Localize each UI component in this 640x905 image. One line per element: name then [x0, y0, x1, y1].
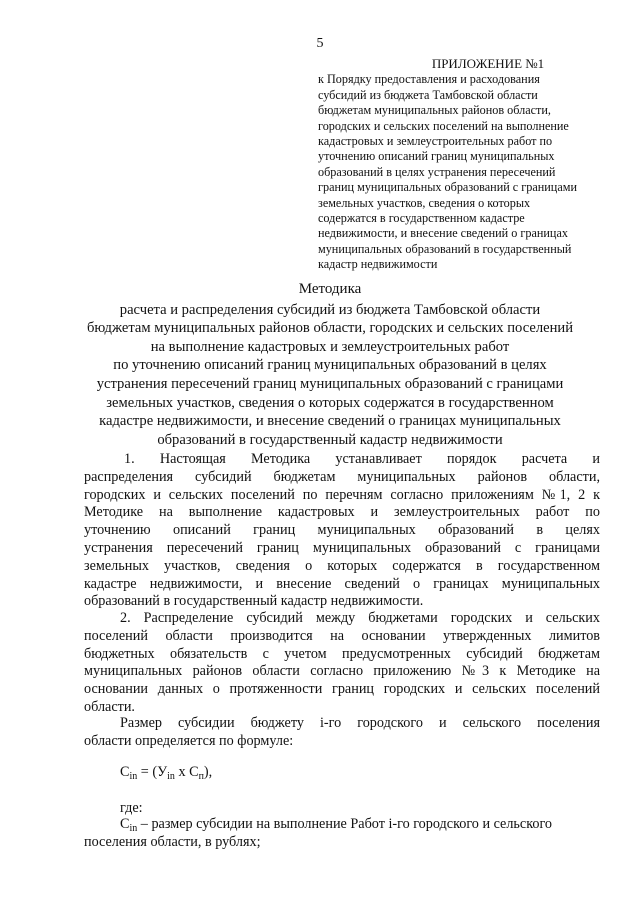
- paragraph-last-line: образований в государственный кадастр недвижимости.: [84, 593, 424, 610]
- paragraph-line: бюджетных обязательств с учетом предусмотренных субсидий бюджетам: [84, 645, 600, 662]
- paragraph-3: [84, 715, 600, 751]
- definition-line: поселения области, в рублях;: [84, 833, 261, 850]
- paragraph-line: Методике на выполнение кадастровых и землеустроительных работ по: [84, 504, 600, 521]
- definition-text: – размер субсидии на выполнение Работ i-го городского и сельского: [137, 816, 553, 832]
- appendix-line: кадастр недвижимости: [318, 257, 438, 272]
- title-line: устранения пересечений границ муниципальных образований с границами: [96, 375, 564, 392]
- appendix-line: муниципальных образований в государственный: [318, 241, 572, 256]
- appendix-line: образований в целях устранения пересечений: [318, 164, 556, 179]
- paragraph-line: уточнению описаний границ муниципальных образований в целях: [84, 522, 600, 539]
- paragraph-1: [84, 451, 600, 611]
- title-line: кадастре недвижимости, и внесение сведений о границах муниципальных: [99, 413, 561, 430]
- title-line: на выполнение кадастровых и землеустроительных работ: [150, 338, 510, 355]
- appendix-line: кадастровых и землеустроительных работ по: [318, 134, 553, 149]
- appendix-title: ПРИЛОЖЕНИЕ №1: [431, 56, 545, 71]
- formula-mid: = (У: [137, 764, 168, 780]
- appendix-line: уточнению описаний границ муниципальных: [318, 149, 555, 164]
- formula-c: C: [120, 764, 130, 780]
- paragraph-line: 2. Распределение субсидий между бюджетами городских и сельских: [120, 610, 600, 626]
- appendix-line: недвижимости, и внесение сведений о границах: [318, 226, 568, 241]
- paragraph-line: 1. Настоящая Методика устанавливает порядок расчета и: [124, 451, 600, 467]
- appendix-line: к Порядку предоставления и расходования: [318, 72, 540, 87]
- definition-c-subscript: in: [129, 823, 138, 834]
- formula-cp-subscript: п: [198, 771, 204, 782]
- definition-c: C: [120, 816, 130, 832]
- paragraph-line: Размер субсидии бюджету i-го городского и сельского поселения: [120, 715, 600, 731]
- title-line: бюджетам муниципальных районов области, городских и сельских поселений: [86, 320, 574, 337]
- appendix-line: содержатся в государственном кадастре: [318, 211, 525, 226]
- appendix-line: городских и сельских поселений на выполнение: [318, 118, 569, 133]
- paragraph-line: муниципальных районов области согласно приложению №3 к Методике на: [84, 663, 600, 680]
- paragraph-line: поселений области производится на основании утвержденных лимитов: [84, 627, 600, 644]
- formula: [120, 764, 420, 782]
- title-line: земельных участков, сведения о которых содержатся в государственном: [106, 394, 554, 411]
- where-label: где:: [120, 800, 143, 816]
- appendix-line: субсидий из бюджета Тамбовской области: [318, 87, 538, 102]
- formula-c-subscript: in: [129, 771, 138, 782]
- paragraph-line: кадастре недвижимости, и внесение сведений о границах муниципальных: [84, 575, 600, 592]
- page-number: 5: [316, 36, 324, 51]
- paragraph-line: распределения субсидий бюджетам муниципальных районов области,: [84, 468, 600, 485]
- title-line: по уточнению описаний границ муниципальных образований в целях: [113, 357, 547, 374]
- definition: [84, 816, 600, 852]
- title-line: образований в государственный кадастр недвижимости: [157, 431, 503, 448]
- title-line: расчета и распределения субсидий из бюджета Тамбовской области: [119, 301, 541, 318]
- paragraph-line: области определяется по формуле:: [84, 732, 294, 749]
- paragraph-line: устранения пересечений границ муниципальных образований с границами: [84, 539, 600, 556]
- paragraph-line: земельных участков, сведения о которых содержатся в государственном: [84, 557, 600, 574]
- paragraph-last-line: области.: [84, 698, 135, 715]
- appendix-line: границ муниципальных образований с границами: [318, 180, 577, 195]
- paragraph-line: городских и сельских поселений по перечням согласно приложениям №1, 2 к: [84, 486, 600, 503]
- appendix-line: бюджетам муниципальных районов области,: [318, 103, 551, 118]
- appendix-header: [318, 56, 618, 273]
- formula-u-subscript: in: [167, 771, 175, 782]
- document-title: [60, 280, 600, 449]
- appendix-line: земельных участков, сведения о которых: [318, 195, 531, 210]
- paragraph-2: [84, 610, 600, 717]
- formula-x: x C: [174, 764, 199, 780]
- title-heading: Методика: [298, 281, 362, 297]
- formula-end: ),: [203, 764, 213, 780]
- paragraph-line: основании данных о протяженности границ городских и сельских поселений: [84, 681, 600, 698]
